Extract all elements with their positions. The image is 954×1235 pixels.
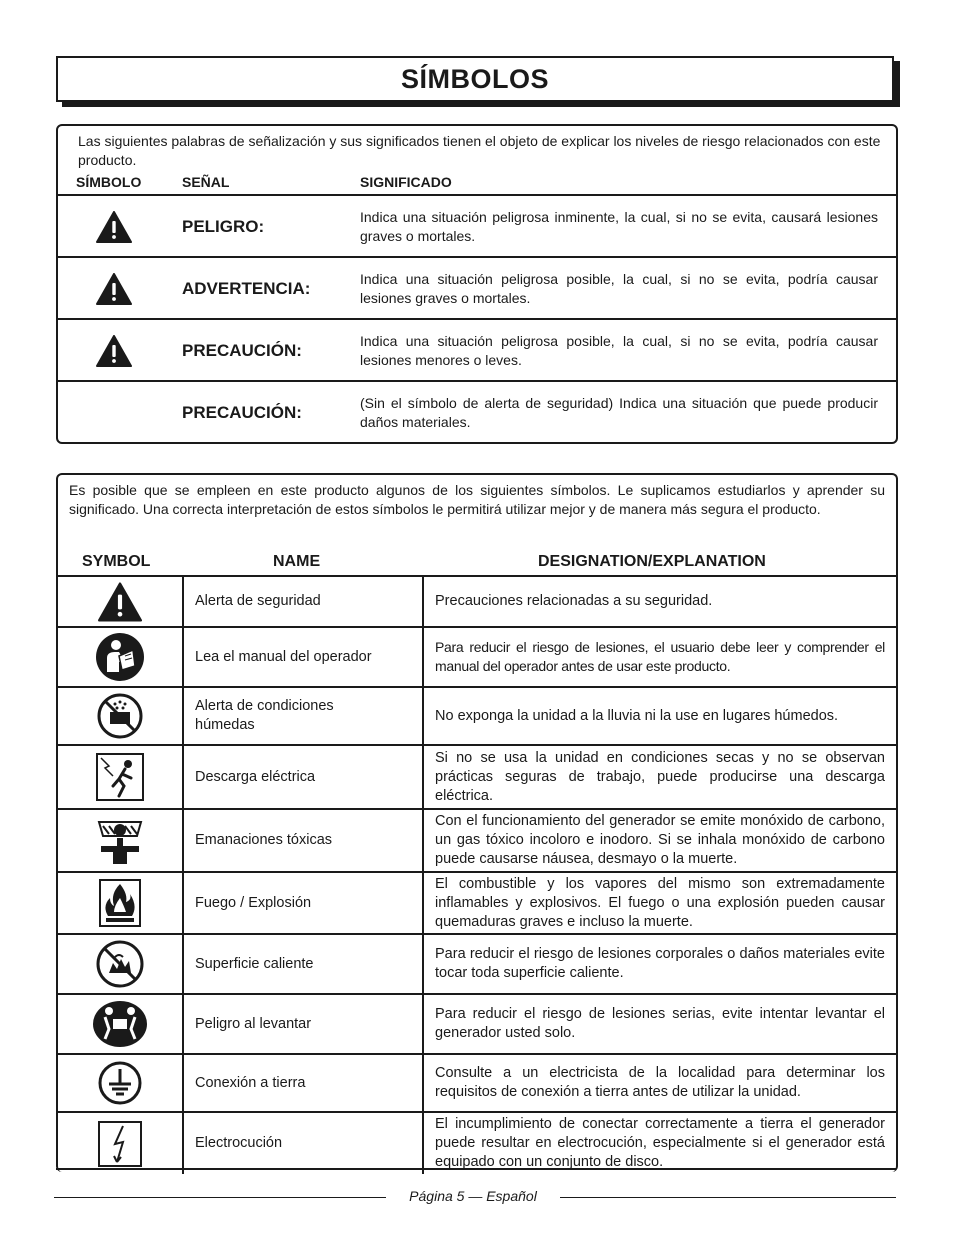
symbol-cell bbox=[58, 746, 184, 808]
explanation-cell bbox=[424, 688, 896, 744]
page-footer: Página 5 — Español bbox=[409, 1188, 537, 1204]
electrocution-icon bbox=[97, 1120, 143, 1168]
symbol-cell bbox=[58, 688, 184, 744]
warning-triangle-icon bbox=[96, 211, 132, 243]
read-manual-icon bbox=[95, 632, 145, 682]
header-symbol: SÍMBOLO bbox=[76, 174, 142, 190]
symbol-explanation: El incumplimiento de conectar correctamente a tierra el generador puede resultar en electrocución, especialmente si el generador está equipado con un conjunto de disco. bbox=[435, 1116, 885, 1170]
footer-rule-left bbox=[54, 1197, 386, 1198]
symbol-name: Alerta de seguridad bbox=[195, 593, 321, 609]
name-cell bbox=[184, 1055, 424, 1111]
warning-triangle-icon bbox=[96, 273, 132, 305]
name-cell bbox=[184, 810, 424, 871]
signal-row bbox=[58, 194, 896, 257]
signal-meaning: (Sin el símbolo de alerta de seguridad) Indica una situación que puede producir daños materiales. bbox=[360, 395, 878, 430]
symbol-cell bbox=[58, 628, 184, 686]
explanation-cell bbox=[424, 746, 896, 808]
symbol-cell bbox=[58, 935, 184, 993]
explanation-cell bbox=[424, 628, 896, 686]
signal-meaning: Indica una situación peligrosa posible, la cual, si no se evita, podría causar lesiones menores o leves. bbox=[360, 333, 878, 368]
explanation-cell bbox=[424, 873, 896, 933]
symbol-name: Peligro al levantar bbox=[195, 1015, 312, 1032]
symbol-explanation: Si no se usa la unidad en condiciones secas y no se observan prácticas seguras de trabajo, puede producirse una descarga eléctrica. bbox=[435, 749, 885, 804]
symbol-cell bbox=[58, 873, 184, 933]
symbol-name: Electrocución bbox=[195, 1135, 283, 1151]
symbol-explanation: No exponga la unidad a la lluvia ni la use en lugares húmedos. bbox=[435, 707, 839, 724]
symbol-name: Fuego / Explosión bbox=[195, 894, 312, 911]
explanation-cell bbox=[424, 810, 896, 871]
safety-alert-icon bbox=[98, 582, 142, 622]
symbol-explanation: Para reducir el riesgo de lesiones corporales o daños materiales evite tocar toda superficie caliente. bbox=[435, 946, 885, 981]
symbol-row bbox=[58, 993, 896, 1053]
signal-word: PRECAUCIÓN: bbox=[182, 340, 302, 360]
name-cell bbox=[184, 628, 424, 686]
signal-word: ADVERTENCIA: bbox=[182, 278, 311, 298]
warning-triangle-icon bbox=[96, 335, 132, 367]
signal-intro-text: Las siguientes palabras de señalización y sus significados tienen el objeto de explicar los niveles de riesgo relacionados con este producto. bbox=[78, 133, 881, 168]
ground-connection-icon bbox=[97, 1060, 143, 1106]
header-designation-col: DESIGNATION/EXPLANATION bbox=[538, 553, 766, 570]
name-cell bbox=[184, 746, 424, 808]
symbol-row bbox=[58, 686, 896, 744]
symbol-row bbox=[58, 1111, 896, 1174]
symbol-explanation: Para reducir el riesgo de lesiones, el usuario debe leer y comprender el manual del operador antes de usar este producto. bbox=[435, 639, 885, 674]
symbols-panel bbox=[56, 473, 898, 1172]
explanation-cell bbox=[424, 1055, 896, 1111]
symbol-name: Lea el manual del operador bbox=[195, 648, 372, 665]
symbol-explanation: Para reducir el riesgo de lesiones serias, evite intentar levantar el generador usted solo. bbox=[435, 1006, 885, 1041]
symbol-row bbox=[58, 626, 896, 686]
signal-meaning: Indica una situación peligrosa posible, la cual, si no se evita, podría causar lesiones graves o mortales. bbox=[360, 271, 878, 306]
explanation-cell bbox=[424, 995, 896, 1053]
signal-row bbox=[58, 318, 896, 381]
symbol-name: Conexión a tierra bbox=[195, 1074, 306, 1091]
page-title: SÍMBOLOS bbox=[400, 63, 549, 94]
toxic-fumes-icon bbox=[95, 816, 145, 866]
symbol-cell bbox=[58, 995, 184, 1053]
symbol-row bbox=[58, 808, 896, 871]
symbol-name: Emanaciones tóxicas bbox=[195, 832, 333, 848]
symbol-row bbox=[58, 871, 896, 933]
name-cell bbox=[184, 688, 424, 744]
title-box bbox=[56, 56, 894, 102]
signal-meaning: Indica una situación peligrosa inminente, la cual, si no se evita, causará lesiones graves o mortales. bbox=[360, 209, 878, 244]
signal-words-panel bbox=[56, 124, 898, 444]
header-symbol-col: SYMBOL bbox=[82, 553, 151, 570]
signal-word: PRECAUCIÓN: bbox=[182, 402, 302, 422]
symbol-explanation: Consulte a un electricista de la localidad para determinar los requisitos de conexión a tierra antes de utilizar la unidad. bbox=[435, 1065, 885, 1100]
symbol-name: Superficie caliente bbox=[195, 955, 314, 972]
symbols-panel-bottom-border bbox=[56, 1168, 896, 1174]
symbol-cell bbox=[58, 1113, 184, 1174]
name-cell bbox=[184, 995, 424, 1053]
electric-shock-icon bbox=[95, 752, 145, 802]
symbol-name: Descarga eléctrica bbox=[195, 768, 316, 785]
symbol-row bbox=[58, 575, 896, 626]
signal-row bbox=[58, 380, 896, 443]
signal-word: PELIGRO: bbox=[182, 216, 265, 236]
hot-surface-icon bbox=[95, 939, 145, 989]
symbols-intro-text: Es posible que se empleen en este producto algunos de los siguientes símbolos. Le suplicamos estudiarlos y aprender su significado. Una correcta interpretación de estos símbolos le permitirá utilizar mejor y de manera más segura el producto. bbox=[69, 482, 885, 517]
symbol-explanation: Precauciones relacionadas a su seguridad. bbox=[435, 593, 713, 609]
symbol-explanation: Con el funcionamiento del generador se emite monóxido de carbono, un gas tóxico incoloro e inodoro. Si se inhala monóxido de carbono puede causarse náusea, desmayo o la muerte. bbox=[435, 813, 885, 867]
symbol-name: Alerta de condiciones húmedas bbox=[195, 698, 334, 733]
symbol-cell bbox=[58, 1055, 184, 1111]
header-meaning: SIGNIFICADO bbox=[360, 174, 452, 190]
symbol-row bbox=[58, 744, 896, 808]
explanation-cell bbox=[424, 1113, 896, 1174]
header-signal: SEÑAL bbox=[182, 174, 230, 190]
name-cell bbox=[184, 577, 424, 626]
name-cell bbox=[184, 873, 424, 933]
footer-rule-right bbox=[560, 1197, 896, 1198]
name-cell bbox=[184, 935, 424, 993]
header-name-col: NAME bbox=[273, 553, 321, 570]
symbol-row bbox=[58, 933, 896, 993]
fire-explosion-icon bbox=[98, 878, 142, 928]
explanation-cell bbox=[424, 577, 896, 626]
signal-row bbox=[58, 256, 896, 319]
symbol-explanation: El combustible y los vapores del mismo son extremadamente inflamables y explosivos. El fuego o una explosión pueden causar quemaduras graves e incluso la muerte. bbox=[435, 875, 885, 930]
wet-conditions-icon bbox=[96, 692, 144, 740]
explanation-cell bbox=[424, 935, 896, 993]
symbol-cell bbox=[58, 810, 184, 871]
symbol-row bbox=[58, 1053, 896, 1111]
name-cell bbox=[184, 1113, 424, 1174]
symbol-cell bbox=[58, 577, 184, 626]
lifting-hazard-icon bbox=[91, 999, 149, 1049]
